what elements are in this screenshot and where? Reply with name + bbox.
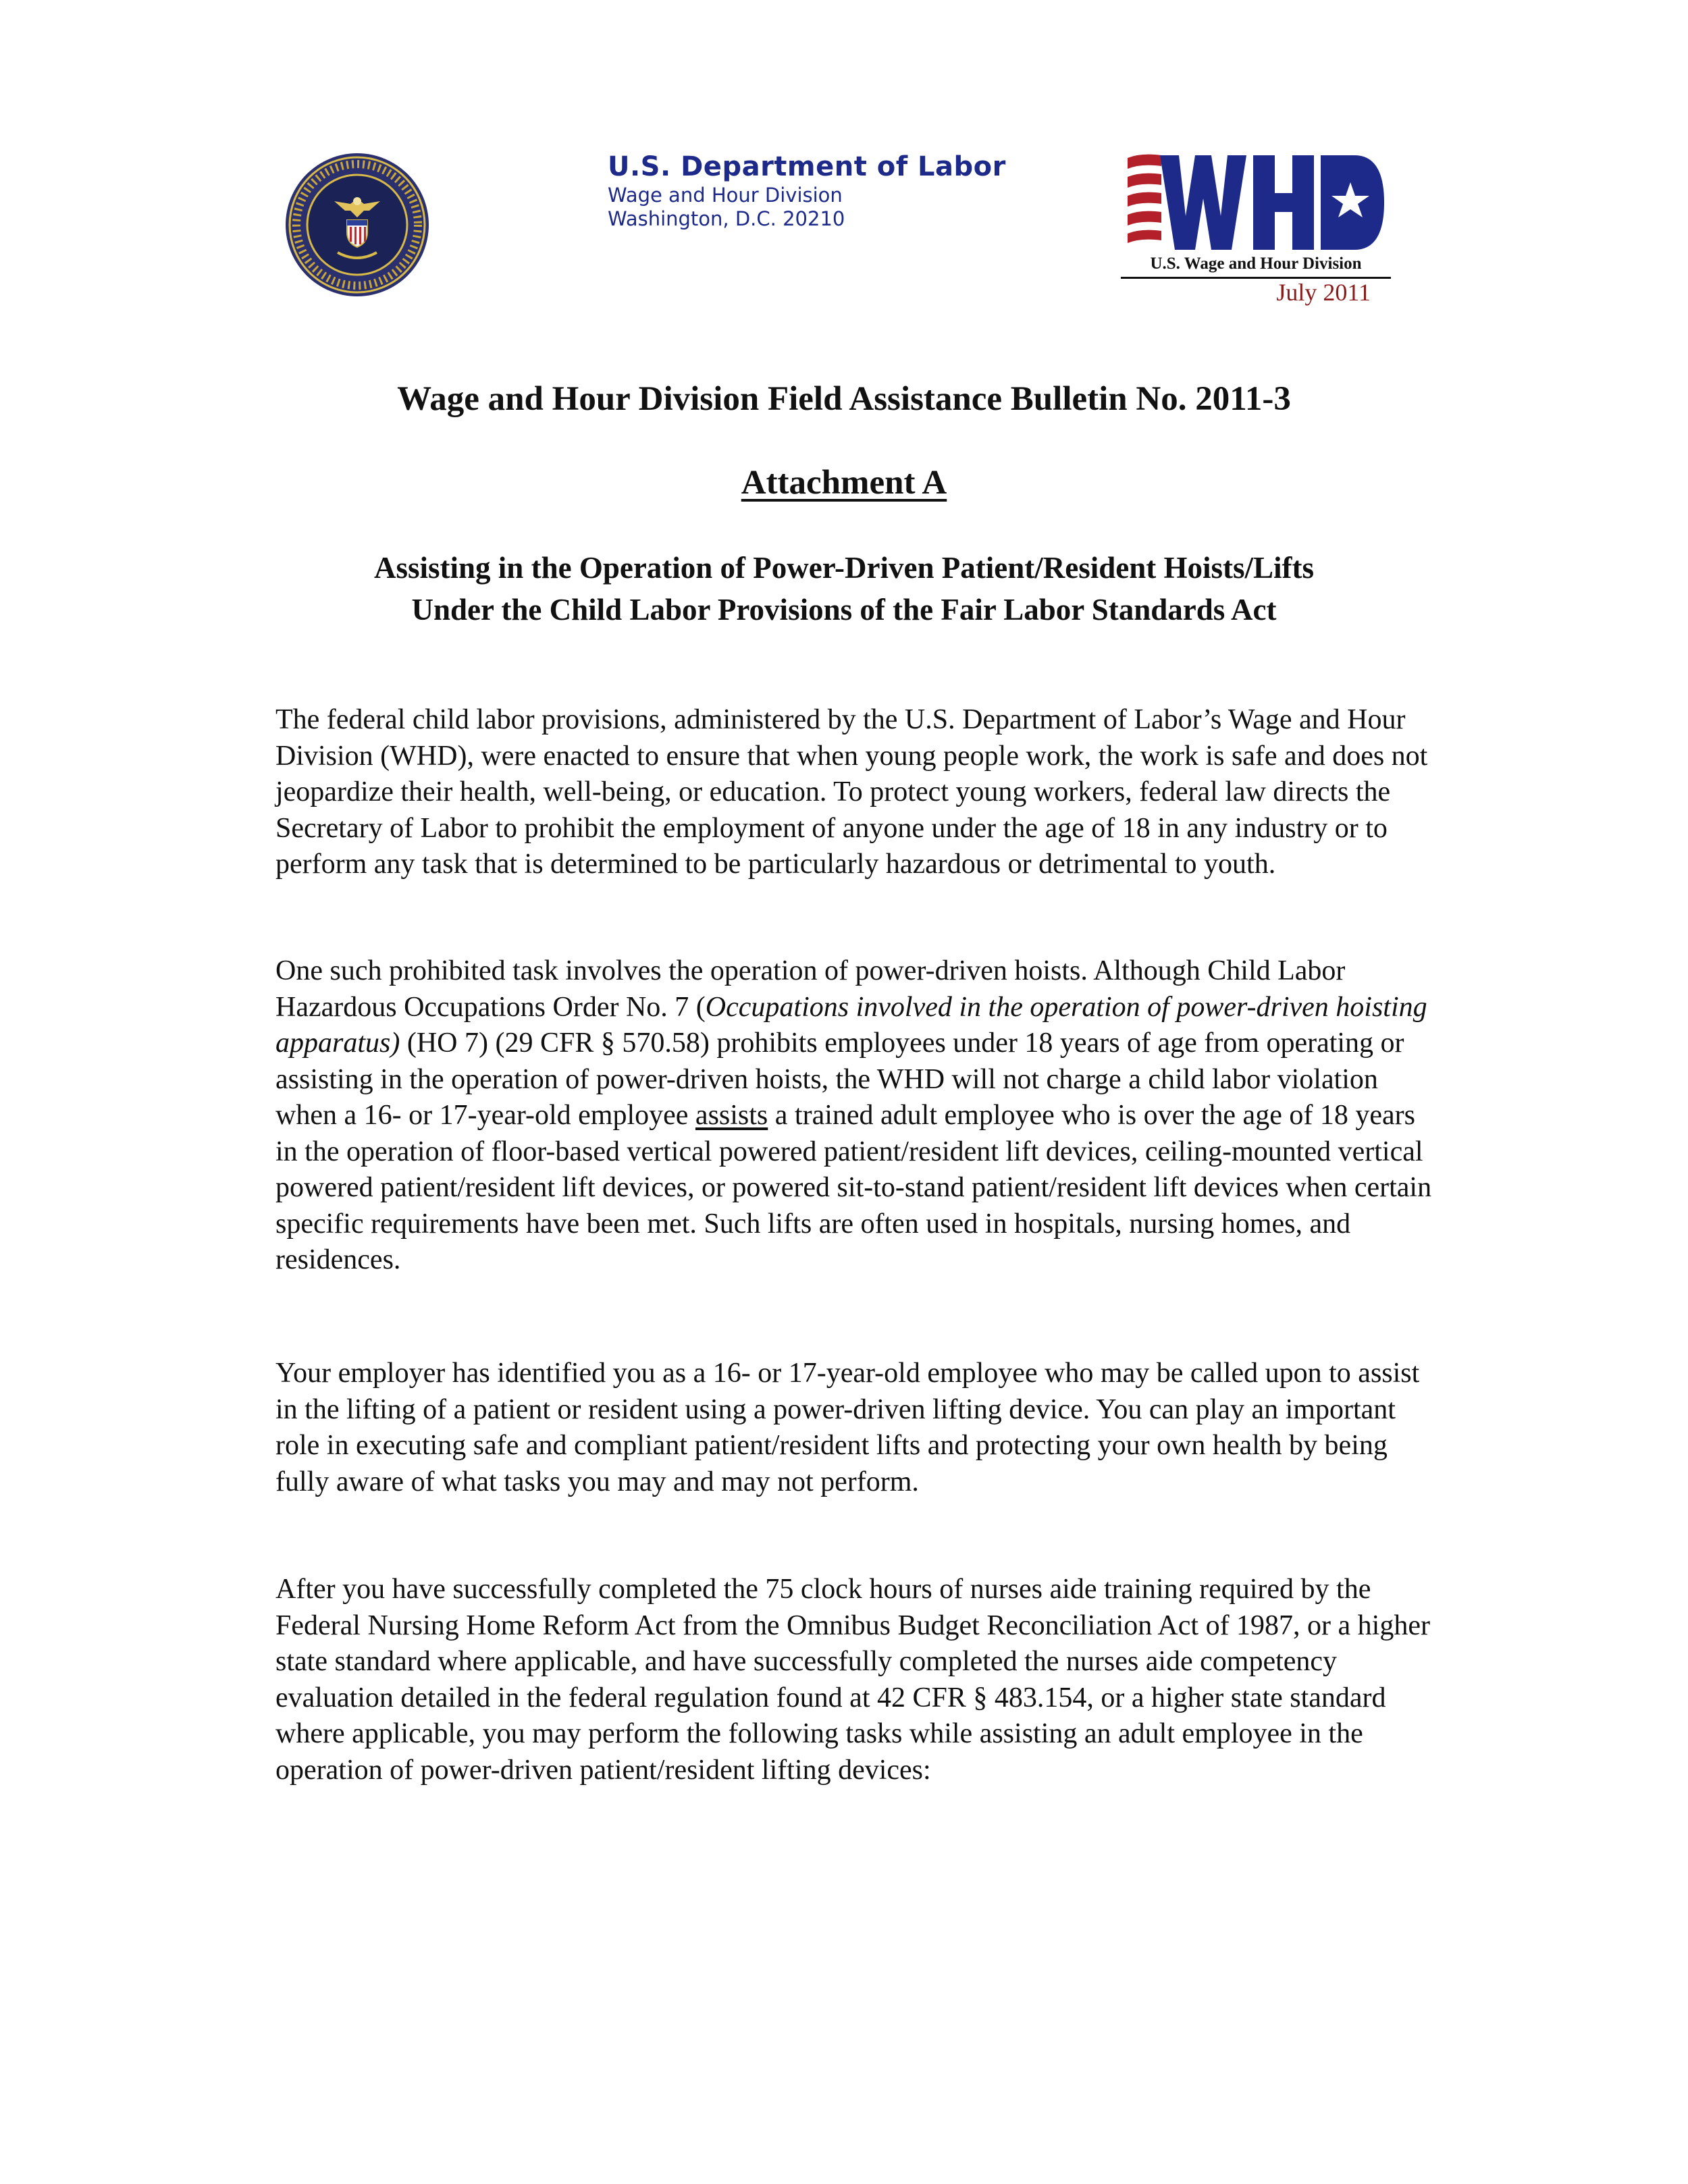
paragraph-4: After you have successfully completed the 75 clock hours of nurses aide training required by the Federal Nursing Home Reform Act from the Omnibus Budget Reconciliation Act of 1987, or a higher state standard where applicable, and have successfully completed the nurses aide competency evaluation detailed in the federal regulation found at 42 CFR § 483.154, or a higher state standard where applicable, you may perform the following tasks while assisting an adult employee in the operation of power-driven patient/resident lifting devices: bbox=[275, 1574, 1430, 1786]
attachment-label bbox=[0, 462, 1688, 504]
attachment-label-text: Attachment A bbox=[741, 464, 947, 502]
paragraph-2-part-1: One such prohibited task involves the operation of power-driven hoists. Although Child Labor Hazardous Occupations Order No. 7 ( bbox=[275, 955, 1346, 1023]
paragraph-2-part-5: a trained adult employee who is over the age of 18 years in the operation of floor-based vertical powered patient/resident lift devices, ceiling-mounted vertical powered patient/resident lift devices, or powered sit-to-stand patient/resident lift devices when certain specific requirements have been met. Such lifts are often used in hospitals, nursing homes, and residences. bbox=[275, 1100, 1432, 1275]
letterhead bbox=[608, 150, 1080, 231]
heading-line-2: Under the Child Labor Provisions of the Fair Labor Standards Act bbox=[411, 593, 1277, 627]
paragraph-2-part-3: (HO 7) (29 CFR § 570.58) prohibits employees under 18 years of age from operating or assisting in the operation of power-driven hoists, the WHD will not charge a child labor violation when a 16- or 17-year-old employee bbox=[275, 1028, 1404, 1131]
paragraph-3: Your employer has identified you as a 16- or 17-year-old employee who may be called upon to assist in the lifting of a patient or resident using a power-driven lifting device. You can play an important role in executing safe and compliant patient/resident lifts and protecting your own health by being fully aware of what tasks you may and may not perform. bbox=[275, 1358, 1420, 1497]
heading-line-1: Assisting in the Operation of Power-Driven Patient/Resident Hoists/Lifts bbox=[374, 551, 1314, 585]
agency-name: U.S. Department of Labor bbox=[608, 151, 1006, 182]
division-name: Wage and Hour Division bbox=[608, 184, 843, 207]
section-heading bbox=[203, 547, 1485, 631]
paragraph-2-italic: Occupations involved in the operation of power-driven hoisting apparatus) bbox=[275, 991, 1427, 1059]
department-seal-icon bbox=[284, 151, 431, 298]
paragraph-1: The federal child labor provisions, administered by the U.S. Department of Labor’s Wage and Hour Division (WHD), were enacted to ensure that when young people work, the work is safe and does not jeopardize their health, well-being, or education. To protect young workers, federal law directs the Secretary of Labor to prohibit the employment of anyone under the age of 18 in any industry or to perform any task that is determined to be particularly hazardous or detrimental to youth. bbox=[275, 704, 1428, 880]
agency-address: Washington, D.C. 20210 bbox=[608, 207, 845, 230]
whd-caption: U.S. Wage and Hour Division bbox=[1121, 251, 1391, 279]
paragraph-2 bbox=[275, 953, 1437, 1279]
page-title: Wage and Hour Division Field Assistance Bulletin No. 2011-3 bbox=[397, 380, 1291, 418]
bulletin-date: July 2011 bbox=[1276, 279, 1371, 306]
assists-underlined: assists bbox=[695, 1100, 768, 1131]
